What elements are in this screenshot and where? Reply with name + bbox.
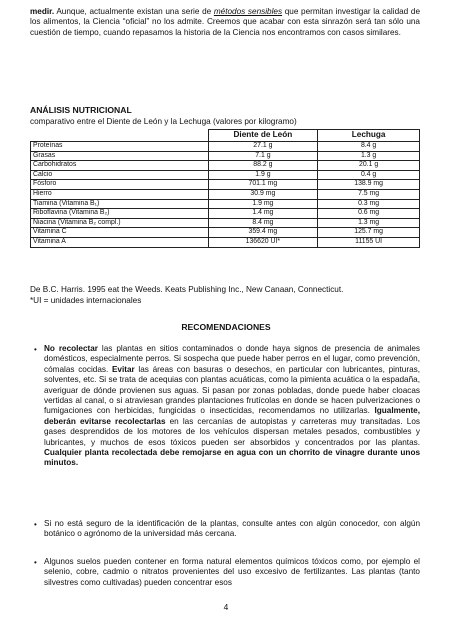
nutrient-name: Carbohidratos (31, 161, 209, 171)
diente-value: 30.9 mg (208, 189, 318, 199)
table-row (31, 237, 420, 247)
recommendation-item: Algunos suelos pueden contener en forma natural elementos químicos tóxicos como, por ejemplo el selenio, cobre, cadmio o nitratos provenientes del uso excesivo de fertilizantes. Las plantas (tanto silvestres como cultivadas) pueden concentrar esos (44, 557, 420, 587)
rec1-text-2: las áreas con basuras o desechos, en particular con lubricantes, pinturas, solventes, etc. Si se trata de acequias con plantas acuáticas, como la pimienta acuática o la espadaña, averiguar de dónde provienen sus aguas. Si pasan por zonas pobladas, donde puede haber cloacas vertidas al canal, o si atraviesan grandes plantaciones frutícolas en donde se hacen pulverizaciones o fumigaciones con herbicidas, fungicidas o insecticidas, recomendamos no utilizarlas. (44, 364, 420, 416)
lechuga-value: 125.7 mg (318, 228, 420, 238)
nutrient-name: Niacina (Vitamina B₂ compl.) (31, 218, 209, 228)
table-row (31, 180, 420, 190)
lechuga-value: 20.1 g (318, 161, 420, 171)
table-row (31, 218, 420, 228)
page-number: 4 (223, 602, 229, 612)
nutrient-name: Tiamina (Vitamina B₁) (31, 199, 209, 209)
intro-italic-link: métodos sensibles (213, 7, 283, 16)
lechuga-value: 0.3 mg (318, 199, 420, 209)
rec1-bold-1: No recolectar (44, 344, 98, 353)
source-citation: De B.C. Harris. 1995 eat the Weeds. Keats Publishing Inc., New Canaan, Connecticut. (30, 285, 344, 294)
lechuga-value: 11155 UI (318, 237, 420, 247)
nutrient-name: Grasas (31, 151, 209, 161)
column-header-lechuga: Lechuga (318, 130, 420, 142)
table-row (31, 161, 420, 171)
lechuga-value: 0.6 mg (318, 209, 420, 219)
table-row (31, 142, 420, 152)
diente-value: 1.9 mg (208, 199, 318, 209)
rec1-bold-3: Igualmente, deberán evitarse recolectarlas (44, 406, 420, 426)
diente-value: 7.1 g (208, 151, 318, 161)
recommendation-item (44, 344, 420, 469)
table-row (31, 189, 420, 199)
nutrient-name: Fósforo (31, 180, 209, 190)
diente-value: 88.2 g (208, 161, 318, 171)
recommendation-item: Si no está seguro de la identificación de la plantas, consulte antes con algún conocedor, con algún botánico o agrónomo de la universidad más cercana. (44, 519, 420, 539)
column-header-diente: Diente de León (208, 130, 318, 142)
table-header-blank (31, 130, 209, 142)
diente-value: 1.9 g (208, 170, 318, 180)
diente-value: 359.4 mg (208, 228, 318, 238)
lechuga-value: 1.3 g (318, 151, 420, 161)
table-row (31, 209, 420, 219)
intro-paragraph (30, 7, 420, 38)
analysis-heading: ANÁLISIS NUTRICIONAL (30, 105, 132, 115)
rec1-text-3: en las cercanías de autopistas y carreteras muy transitadas. Los gases desprendidos de los motores de los vehículos dispersan metales pesados, combustibles y lubricantes, y muchos de esos tóxicos pueden ser absorbidos y concentrados por las plantas. (44, 416, 420, 447)
lechuga-value: 138.9 mg (318, 180, 420, 190)
bullet-marker: • (34, 520, 37, 529)
diente-value: 136620 UI* (208, 237, 318, 247)
table-row (31, 151, 420, 161)
lechuga-value: 8.4 g (318, 142, 420, 152)
intro-text-2: que permitan investigar la calidad de los alimentos, la Ciencia “oficial” no los admite. Creemos que acabar con esta sinrazón será tan sólo una cuestión de tiempo, cuando repasamos la historia de la Ciencia nos encontramos con casos similares. (30, 7, 420, 37)
nutrient-name: Proteínas (31, 142, 209, 152)
lechuga-value: 7.5 mg (318, 189, 420, 199)
intro-bold-word: medir. (30, 7, 55, 16)
nutrition-table (30, 129, 420, 248)
lechuga-value: 1.3 mg (318, 218, 420, 228)
table-header-row (31, 130, 420, 142)
table-row (31, 199, 420, 209)
nutrient-name: Riboflavina (Vitamina B₂) (31, 209, 209, 219)
diente-value: 8.4 mg (208, 218, 318, 228)
source-footnote: *UI = unidades internacionales (30, 296, 142, 305)
nutrient-name: Vitamina C (31, 228, 209, 238)
bullet-marker: • (34, 558, 37, 567)
analysis-subheading: comparativo entre el Diente de León y la Lechuga (valores por kilogramo) (30, 117, 297, 126)
diente-value: 1.4 mg (208, 209, 318, 219)
bullet-marker: • (34, 345, 37, 354)
nutrient-name: Calcio (31, 170, 209, 180)
rec1-text-1: las plantas en sitios contaminados o donde haya signos de presencia de animales domésticos, especialmente perros. Si sospecha que puede haber perros en el lugar, como prevención, cómalas cocidas. (44, 344, 420, 374)
diente-value: 27.1 g (208, 142, 318, 152)
intro-text-1: Aunque, actualmente existan una serie de (54, 7, 214, 16)
table-row (31, 170, 420, 180)
rec1-bold-4: Cualquier planta recolectada debe remojarse en agua con un chorrito de vinagre durante unos minutos. (44, 448, 420, 468)
rec1-bold-2: Evitar (111, 364, 135, 374)
diente-value: 701.1 mg (208, 180, 318, 190)
recommendations-heading: RECOMENDACIONES (181, 322, 271, 332)
table-row (31, 228, 420, 238)
lechuga-value: 0.4 g (318, 170, 420, 180)
nutrient-name: Vitamina A (31, 237, 209, 247)
nutrient-name: Hierro (31, 189, 209, 199)
